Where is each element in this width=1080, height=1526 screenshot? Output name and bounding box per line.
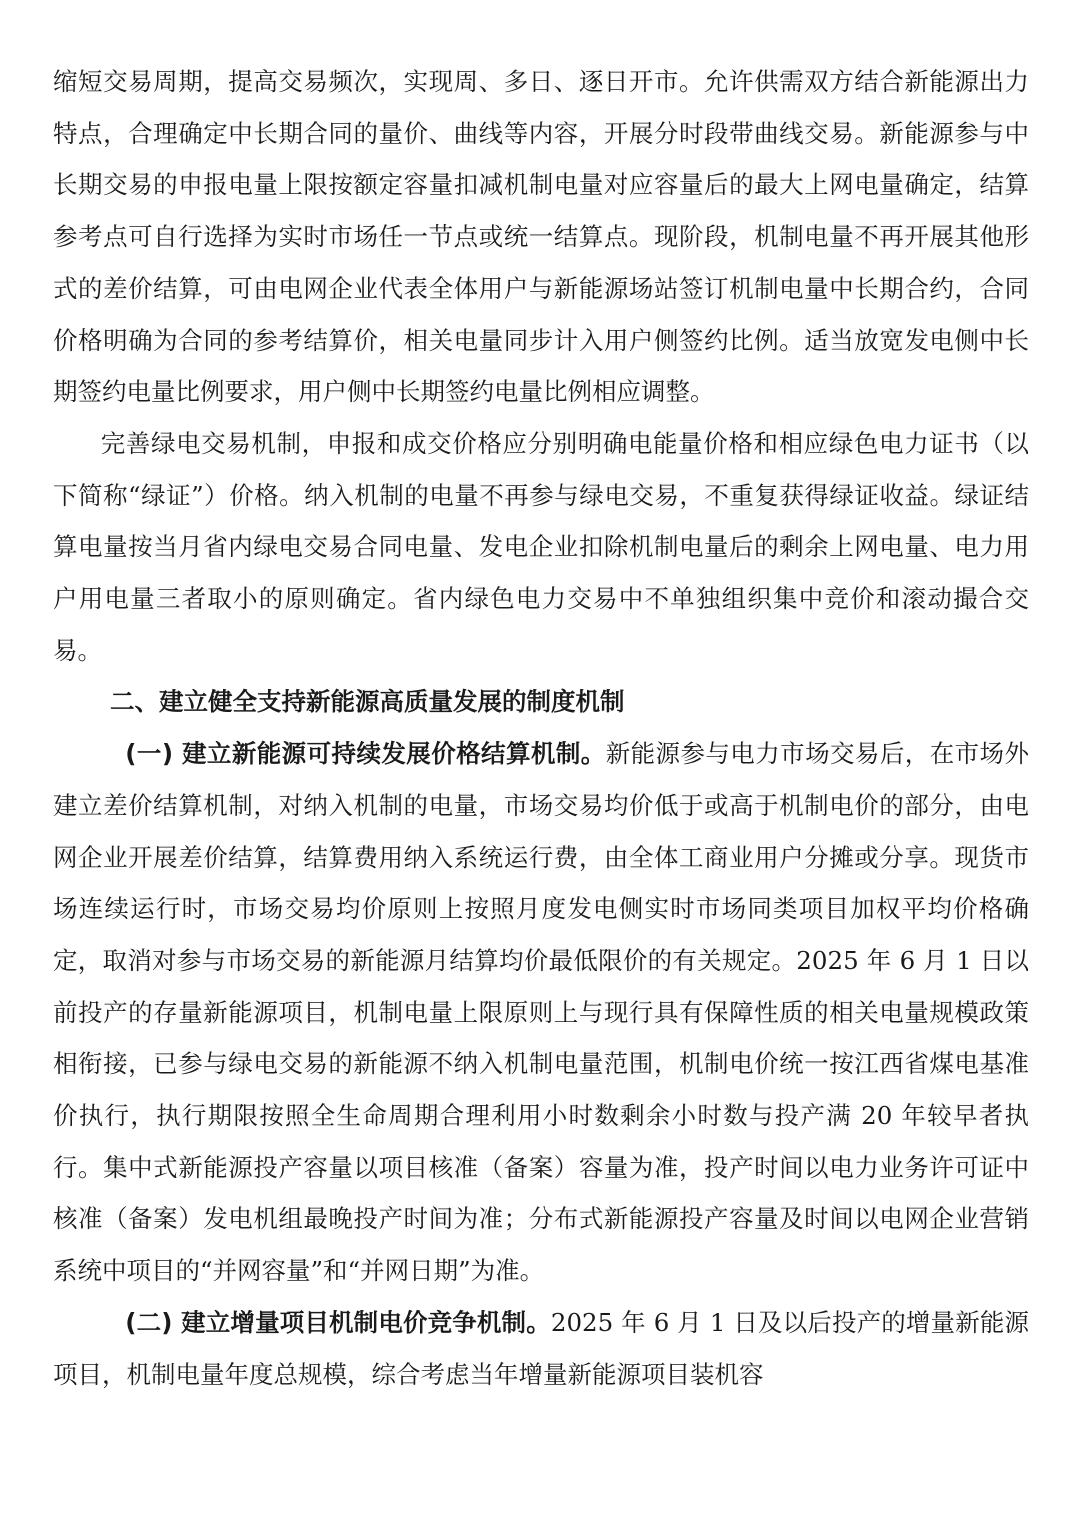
paragraph-green-power-trading: 完善绿电交易机制，申报和成交价格应分别明确电能量价格和相应绿色电力证书（以下简称“绿证”）价格。纳入机制的电量不再参与绿电交易，不重复获得绿证收益。绿证结算电量按当月省内绿电交易合同电量、发电企业扣除机制电量后的剩余上网电量、电力用户用电量三者取小的原则确定。省内绿色电力交易中不单独组织集中竞价和滚动撮合交易。 — [53, 428, 1029, 665]
subsection-1-title: (一) 建立新能源可持续发展价格结算机制。 — [125, 739, 606, 769]
section-heading: 二、建立健全支持新能源高质量发展的制度机制 — [110, 687, 625, 717]
subsection-2-title: (二) 建立增量项目机制电价竞争机制。 — [125, 1307, 551, 1337]
subsection-1-text: 新能源参与电力市场交易后，在市场外建立差价结算机制，对纳入机制的电量，市场交易均价低于或高于机制电价的部分，由电网企业开展差价结算，结算费用纳入系统运行费，由全体工商业用户分摊或分享。现货市场连续运行时，市场交易均价原则上按照月度发电侧实时市场同类项目加权平均价格确定，取消对参与市场交易的新能源月结算均价最低限价的有关规定。2025 年 6 月 1 日以前投产的存量新能源项目，机制电量上限原则上与现行具有保障性质的相关电量规模政策相衔接，已参与绿电交易的新能源不纳入机制电量范围，机制电价统一按江西省煤电基准价执行，执行期限按照全生命周期合理利用小时数剩余小时数与投产满 20 年较早者执行。集中式新能源投产容量以项目核准（备案）容量为准，投产时间以电力业务许可证中核准（备案）发电机组最晚投产时间为准；分布式新能源投产容量及时间以电网企业营销系统中项目的“并网容量”和“并网日期”为准。 — [53, 739, 1029, 1286]
subsection-2-text: 2025 年 6 月 1 日及以后投产的增量新能源项目，机制电量年度总规模，综合考虑当年增量新能源项目装机容 — [53, 1307, 1029, 1389]
document-body — [53, 56, 1029, 1400]
subsection-price-competition — [53, 1297, 1029, 1400]
paragraph-trading-cycle: 缩短交易周期，提高交易频次，实现周、多日、逐日开市。允许供需双方结合新能源出力特点，合理确定中长期合同的量价、曲线等内容，开展分时段带曲线交易。新能源参与中长期交易的申报电量上限按额定容量扣减机制电量对应容量后的最大上网电量确定，结算参考点可自行选择为实时市场任一节点或统一结算点。现阶段，机制电量不再开展其他形式的差价结算，可由电网企业代表全体用户与新能源场站签订机制电量中长期合约，合同价格明确为合同的参考结算价，相关电量同步计入用户侧签约比例。适当放宽发电侧中长期签约电量比例要求，用户侧中长期签约电量比例相应调整。 — [53, 67, 1029, 407]
subsection-price-settlement — [53, 728, 1029, 1297]
